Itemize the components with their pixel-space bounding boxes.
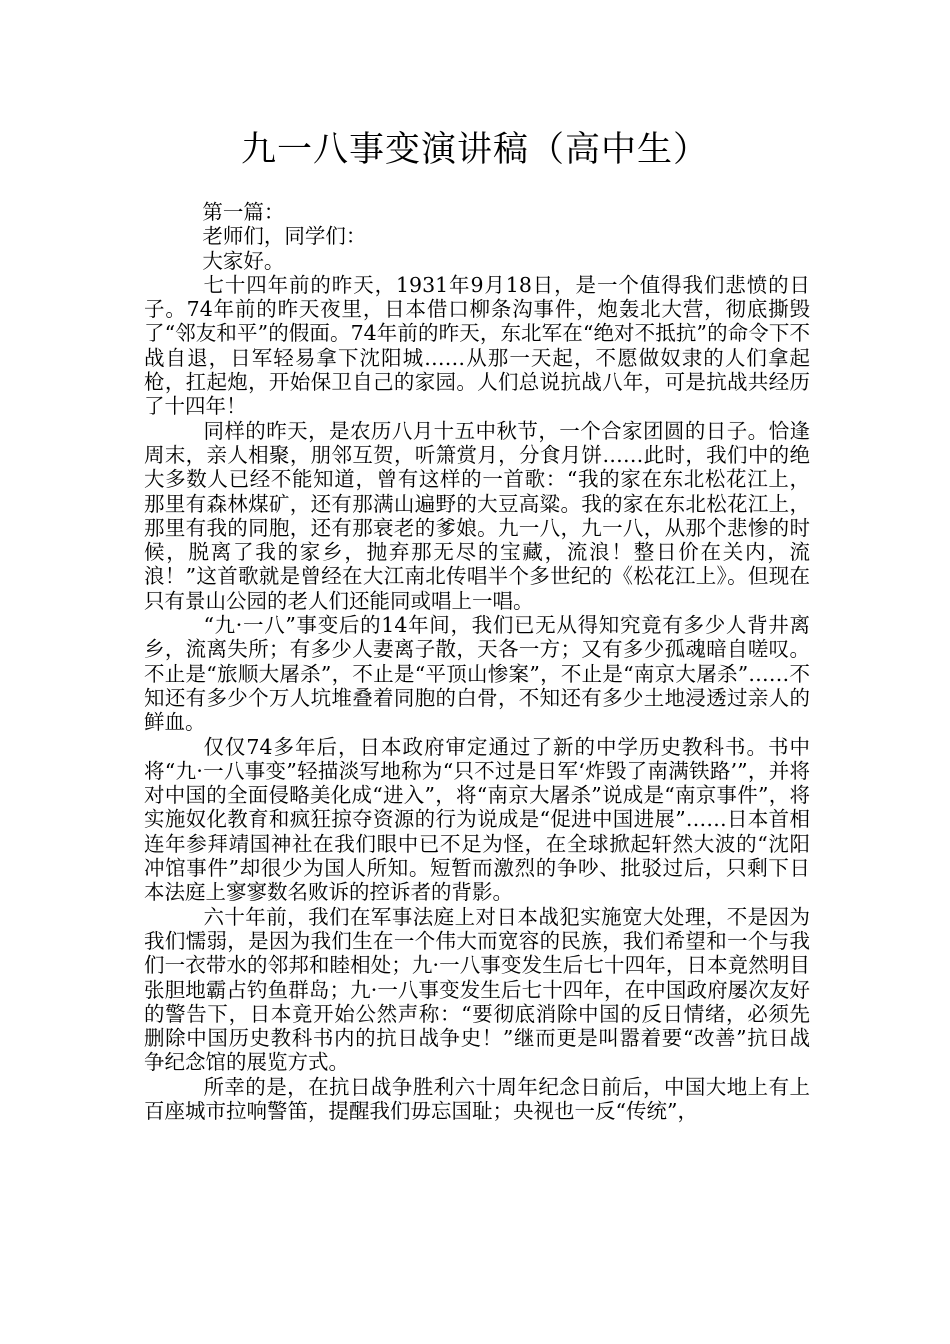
salutation: 老师们，同学们： [202, 224, 367, 249]
paragraph: “九·一八”事变后的14年间，我们已无从得知究竟有多少人背井离乡，流离失所；有多少人妻离子散，天各一方；又有多少孤魂暗自嗟叹。不止是“旅顺大屠杀”，不止是“平顶山惨案”，不止是“南京大屠杀”……不知还有多少个万人坑堆叠着同胞的白骨，不知还有多少土地浸透过亲人的鲜血。 [144, 613, 810, 735]
paragraph: 七十四年前的昨天，1931年9月18日，是一个值得我们悲愤的日子。74年前的昨天夜里，日本借口柳条沟事件，炮轰北大营，彻底撕毁了“邻友和平”的假面。74年前的昨天，东北军在“绝对不抵抗”的命令下不战自退，日军轻易拿下沈阳城……从那一天起，不愿做奴隶的人们拿起枪，扛起炮，开始保卫自己的家园。人们总说抗战八年，可是抗战共经历了十四年！ [144, 272, 810, 419]
section-heading: 第一篇： [202, 200, 285, 224]
document-title: 九一八事变演讲稿（高中生） [240, 130, 709, 170]
paragraph: 六十年前，我们在军事法庭上对日本战犯实施宽大处理，不是因为我们懦弱，是因为我们生在一个伟大而宽容的民族，我们希望和一个与我们一衣带水的邻邦和睦相处；九·一八事变发生后七十四年，日本竟然明目张胆地霸占钓鱼群岛；九·一八事变发生后七十四年，在中国政府屡次友好的警告下，日本竟开始公然声称：“要彻底消除中国的反日情绪，必须先删除中国历史教科书内的抗日战争史！”继而更是叫嚣着要“改善”抗日战争纪念馆的展览方式。 [144, 904, 810, 1075]
paragraph: 所幸的是，在抗日战争胜利六十周年纪念日前后，中国大地上有上百座城市拉响警笛，提醒我们毋忘国耻；央视也一反“传统”， [144, 1074, 810, 1123]
document-body [144, 200, 810, 1123]
paragraph: 仅仅74多年后，日本政府审定通过了新的中学历史教科书。书中将“九·一八事变”轻描淡写地称为“只不过是日军‘炸毁了南满铁路’”，并将对中国的全面侵略美化成“进入”，将“南京大屠杀”说成是“南京事件”，将实施奴化教育和疯狂掠夺资源的行为说成是“促进中国进展”……日本首相连年参拜靖国神社在我们眼中已不足为怪，在全球掀起轩然大波的“沈阳冲馆事件”却很少为国人所知。短暂而激烈的争吵、批驳过后，只剩下日本法庭上寥寥数名败诉的控诉者的背影。 [144, 734, 810, 905]
greeting: 大家好。 [202, 248, 285, 273]
paragraph: 同样的昨天，是农历八月十五中秋节，一个合家团圆的日子。恰逢周末，亲人相聚，朋邻互贺，听箫赏月，分食月饼……此时，我们中的绝大多数人已经不能知道，曾有这样的一首歌：“我的家在东北松花江上，那里有森林煤矿，还有那满山遍野的大豆高粱。我的家在东北松花江上，那里有我的同胞，还有那衰老的爹娘。九一八，九一八，从那个悲惨的时候，脱离了我的家乡，抛弃那无尽的宝藏，流浪！整日价在关内，流浪！”这首歌就是曾经在大江南北传唱半个多世纪的《松花江上》。但现在只有景山公园的老人们还能同或唱上一唱。 [144, 418, 810, 613]
